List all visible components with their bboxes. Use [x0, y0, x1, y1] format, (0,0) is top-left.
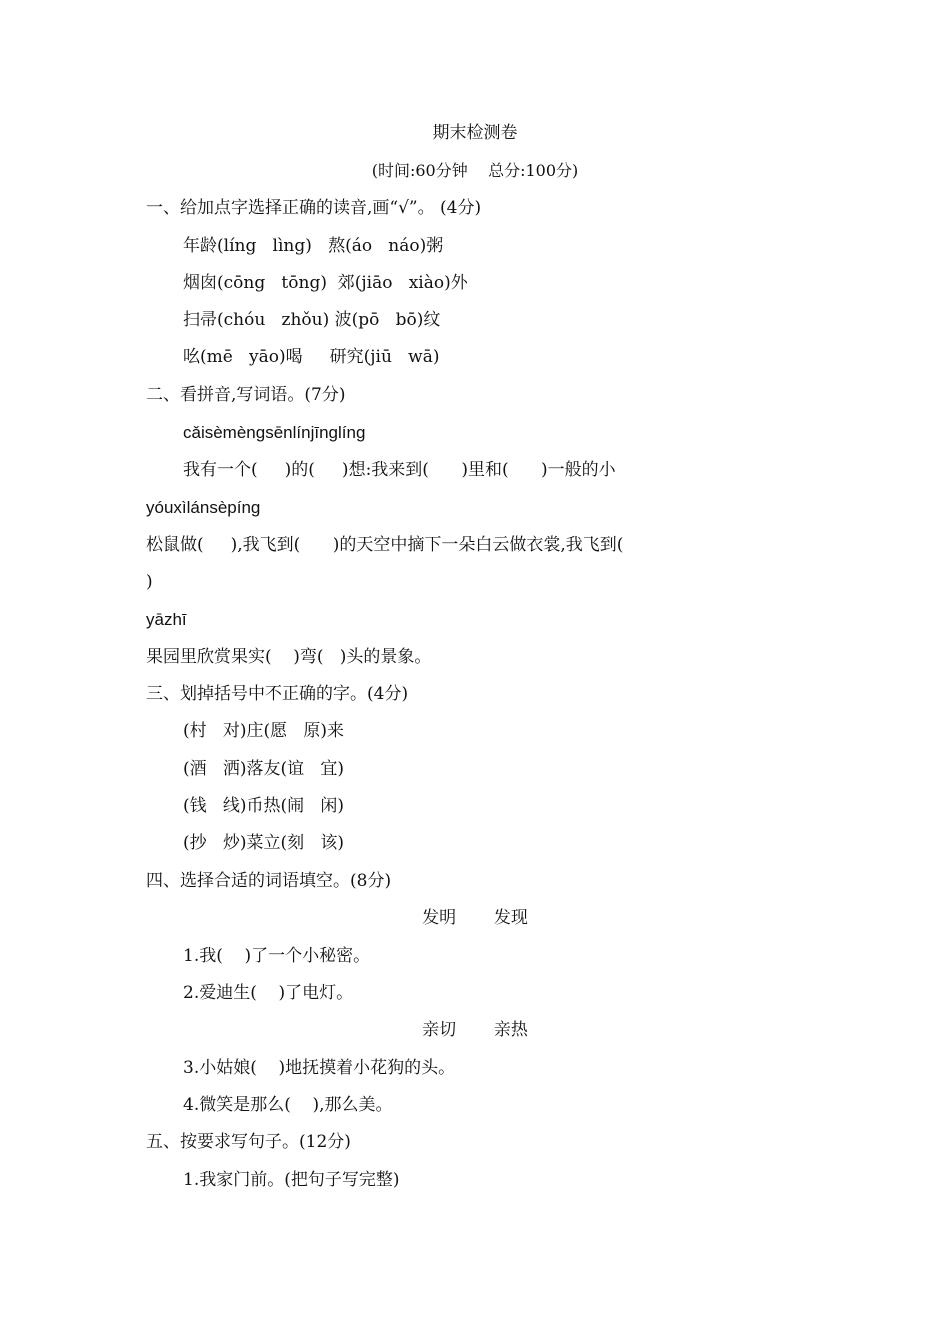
question-item: 1.我( )了一个小秘密。 — [183, 946, 371, 966]
word-choices: 亲切 亲热 — [422, 1020, 528, 1040]
section-1-row: 烟囱(cōng tōng) 郊(jiāo xiào)外 — [183, 273, 468, 293]
section-3-row: (酒 洒)落友(谊 宜) — [183, 759, 344, 779]
page-title: 期末检测卷 — [432, 123, 518, 143]
fill-in-sentence: 果园里欣赏果实( )弯( )头的景象。 — [146, 647, 432, 667]
section-3-heading: 三、划掉括号中不正确的字。(4分) — [146, 684, 409, 704]
question-item: 2.爱迪生( )了电灯。 — [183, 983, 354, 1003]
section-4-heading: 四、选择合适的词语填空。(8分) — [146, 871, 392, 891]
section-1-row: 年龄(líng lìng) 熬(áo náo)粥 — [183, 236, 444, 256]
question-item: 3.小姑娘( )地抚摸着小花狗的头。 — [183, 1058, 456, 1078]
section-1-heading: 一、给加点字选择正确的读音,画“√”。 (4分) — [146, 198, 482, 218]
section-3-row: (抄 炒)菜立(刻 该) — [183, 833, 344, 853]
fill-in-sentence: 我有一个( )的( )想:我来到( )里和( )一般的小 — [183, 460, 616, 480]
word-choices: 发明 发现 — [422, 908, 528, 928]
section-3-row: (村 对)庄(愿 原)来 — [183, 721, 344, 741]
section-5-heading: 五、按要求写句子。(12分) — [146, 1132, 351, 1152]
pinyin-prompt: cǎisèmèngsēnlínjīnglíng — [183, 423, 366, 442]
section-1-row: 扫帚(chóu zhǒu) 波(pō bō)纹 — [183, 310, 441, 330]
question-item: 4.微笑是那么( ),那么美。 — [183, 1095, 393, 1115]
section-2-heading: 二、看拼音,写词语。(7分) — [146, 385, 346, 405]
pinyin-prompt: yóuxìlánsèpíng — [146, 498, 261, 517]
fill-in-sentence: 松鼠做( ),我飞到( )的天空中摘下一朵白云做衣裳,我飞到( — [146, 535, 624, 555]
section-1-row: 吆(mē yāo)喝 研究(jiū wā) — [183, 347, 440, 367]
question-item: 1.我家门前。(把句子写完整) — [183, 1170, 400, 1190]
exam-info: (时间:60分钟 总分:100分) — [371, 161, 579, 180]
fill-in-sentence: ) — [146, 572, 153, 592]
section-3-row: (钱 线)币热(闹 闲) — [183, 796, 344, 816]
pinyin-prompt: yāzhī — [146, 610, 187, 629]
